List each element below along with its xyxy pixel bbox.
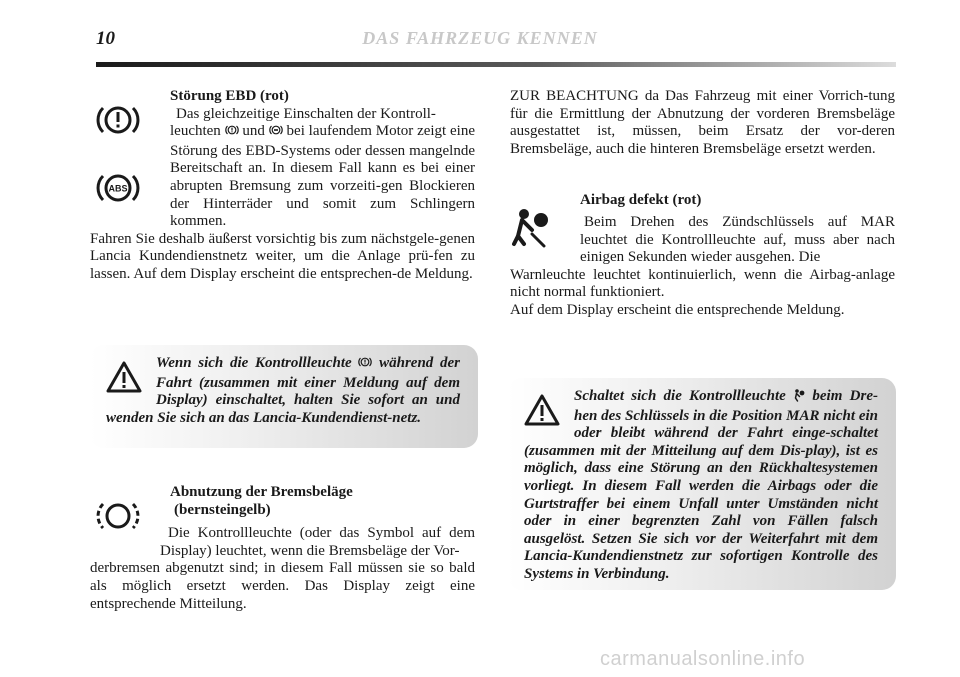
brake-warning-inline-icon [225, 123, 239, 143]
abs-icon-label: ABS [108, 183, 128, 194]
brake-pads-heading: Abnutzung der Bremsbeläge [170, 484, 353, 500]
airbag-inline-icon [793, 388, 805, 408]
airbag-heading: Airbag defekt (rot) [580, 192, 702, 209]
ebd-paragraph-3: Fahren Sie deshalb äußerst vorsichtig bis zum nächstgele-genen Lancia Kundendienstnetz weiter, um die Anlage prü-fen zu lassen. Auf dem Display erscheint die entsprechen-de Meldung. [90, 230, 475, 282]
ebd-warning-text: Wenn sich die Kontrollleuchte während der Fahrt (zusammen mit einer Meldung auf dem Display) einschaltet, halten Sie sofort an und wenden Sie sich an das Lancia-Kundendienst-netz. [106, 355, 460, 426]
ebd-section [90, 88, 475, 284]
airbag-icon [510, 204, 554, 248]
brake-pads-paragraph-1: Die Kontrollleuchte (oder das Symbol auf dem Display) leuchtet, wenn die Bremsbeläge der Vor- [160, 525, 475, 559]
warning-triangle-icon [106, 361, 142, 399]
brake-warning-icon [94, 96, 142, 144]
header-rule [96, 62, 896, 67]
airbag-paragraph-2: Warnleuchte leuchtet kontinuierlich, wenn die Airbag-anlage nicht normal funktioniert. [510, 266, 895, 301]
airbag-section [510, 192, 895, 319]
abs-warning-inline-icon [269, 123, 283, 143]
brake-pads-subheading: (bernsteingelb) [174, 501, 271, 518]
brake-pads-section [90, 484, 475, 613]
airbag-warning-box [508, 378, 896, 590]
right-column [510, 88, 895, 320]
ebd-paragraph-1: Das gleichzeitige Einschalten der Kontroll- [176, 105, 436, 122]
note-paragraph: ZUR BEACHTUNG da Das Fahrzeug mit einer Vorrich-tung für die Ermittlung der Abnutzung der vorderen Bremsbeläge ausgestattet ist, müssen, beim Ersatz der vor-deren Bremsbeläge, auch die hinteren Bremsbeläge ersetzt werden. [510, 88, 895, 157]
page-number: 10 [96, 28, 115, 49]
airbag-paragraph-3: Auf dem Display erscheint die entsprechende Meldung. [510, 301, 845, 318]
abs-warning-icon [94, 164, 142, 212]
watermark-text: carmanualsonline.info [600, 648, 806, 670]
airbag-paragraph-1: Beim Drehen des Zündschlüssels auf MAR leuchtet die Kontrollleuchte auf, muss aber nach einigen Sekunden wieder ausgehen. Die [580, 213, 895, 266]
ebd-warning-box [90, 345, 478, 448]
ebd-heading: Störung EBD (rot) [170, 88, 289, 104]
brake-pad-wear-icon [94, 492, 142, 540]
running-title: DAS FAHRZEUG KENNEN [362, 28, 598, 48]
brake-pads-paragraph-2: derbremsen abgenutzt sind; in diesem Fall müssen sie so bald als möglich ersetzt werden. Das Display zeigt eine entsprechende Mitteilung. [90, 560, 475, 612]
brake-warning-inline-icon [358, 355, 372, 375]
airbag-warning-text: Schaltet sich die Kontrollleuchte beim Dre-hen des Schlüssels in die Position MAR nicht ein oder bleibt während der Fahrt einge-schaltet (zusammen mit der Mitteilung auf dem Dis-play), ist es möglich, dass eine Störung an den Rückhaltesystemen vorliegt. In diesem Fall werden die Airbags oder die Gurtstraffer bei einem Unfall unter Umständen nicht oder in einer begrenzten Zahl von Fällen falsch ausgelöst. Setzen Sie sich vor der Weiterfahrt mit dem Lancia-Kundendienstnetz zur sofortigen Kontrolle des Systems in Verbindung. [524, 388, 878, 582]
warning-triangle-icon [524, 394, 560, 432]
ebd-paragraph-2: leuchten und bei laufendem Motor zeigt eine Störung des EBD-Systems oder dessen mangelnde Bereitschaft an. In diesem Fall kann es bei einer abrupten Bremsung zum vorzeiti-gen Blockieren der Hinterräder und somit zum Schlingern kommen. [170, 123, 476, 230]
left-column [90, 88, 475, 284]
